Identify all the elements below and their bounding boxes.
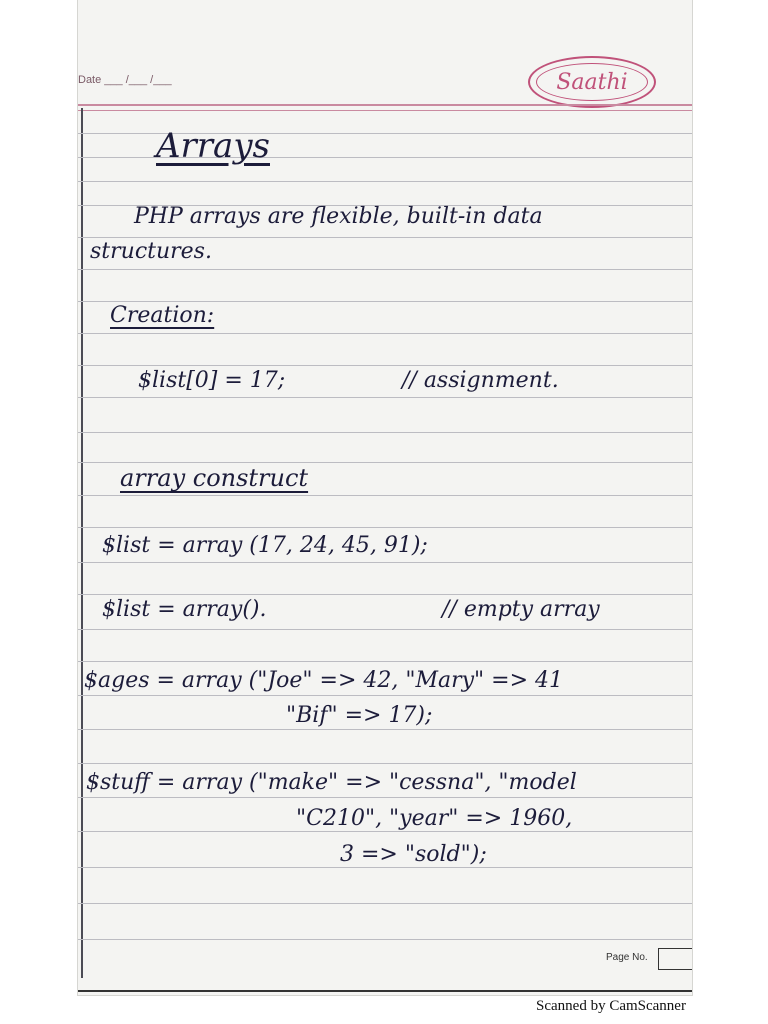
ruled-line (78, 269, 692, 270)
header-rule-secondary (78, 110, 692, 111)
ruled-line (78, 763, 692, 764)
ruled-line (78, 831, 692, 832)
ruled-line (78, 397, 692, 398)
brand-logo (528, 56, 656, 108)
ruled-line (78, 562, 692, 563)
brand-logo-text: Saathi (536, 63, 648, 101)
ruled-line (78, 661, 692, 662)
creation-comment: // assignment. (402, 368, 559, 393)
scanner-watermark: Scanned by CamScanner (536, 998, 686, 1014)
page-bottom-edge (78, 990, 692, 992)
ruled-line (78, 939, 692, 940)
ruled-line (78, 495, 692, 496)
ruled-line (78, 729, 692, 730)
example-stuff-line-3: 3 => "sold"); (340, 842, 487, 867)
creation-heading: Creation: (110, 303, 215, 328)
example-ages-line-1: $ages = array ("Joe" => 42, "Mary" => 41 (84, 668, 564, 693)
example-indexed-array: $list = array (17, 24, 45, 91); (102, 533, 428, 558)
example-stuff-line-1: $stuff = array ("make" => "cessna", "model (86, 770, 577, 795)
ruled-line (78, 462, 692, 463)
page-title: Arrays (156, 126, 270, 166)
creation-code: $list[0] = 17; (138, 368, 286, 393)
page-number-label: Page No. (606, 952, 648, 963)
ruled-line (78, 903, 692, 904)
margin-line (81, 108, 83, 978)
ruled-line (78, 237, 692, 238)
example-empty-array: $list = array(). (102, 597, 267, 622)
ruled-line (78, 797, 692, 798)
date-label: Date ___ /___ /___ (78, 74, 172, 86)
ruled-line (78, 695, 692, 696)
ruled-line (78, 333, 692, 334)
page-number-box (658, 948, 692, 970)
ruled-line (78, 181, 692, 182)
intro-text-line-2: structures. (90, 239, 212, 264)
ruled-line (78, 365, 692, 366)
example-stuff-line-2: "C210", "year" => 1960, (296, 806, 573, 831)
ruled-line (78, 301, 692, 302)
notebook-page (78, 0, 692, 995)
ruled-line (78, 432, 692, 433)
ruled-line (78, 594, 692, 595)
intro-text-line-1: PHP arrays are flexible, built-in data (134, 204, 543, 229)
header-rule (78, 104, 692, 106)
example-ages-line-2: "Bif" => 17); (286, 703, 433, 728)
ruled-line (78, 867, 692, 868)
construct-heading: array construct (120, 464, 309, 492)
ruled-line (78, 629, 692, 630)
ruled-line (78, 527, 692, 528)
example-empty-array-comment: // empty array (442, 597, 600, 622)
